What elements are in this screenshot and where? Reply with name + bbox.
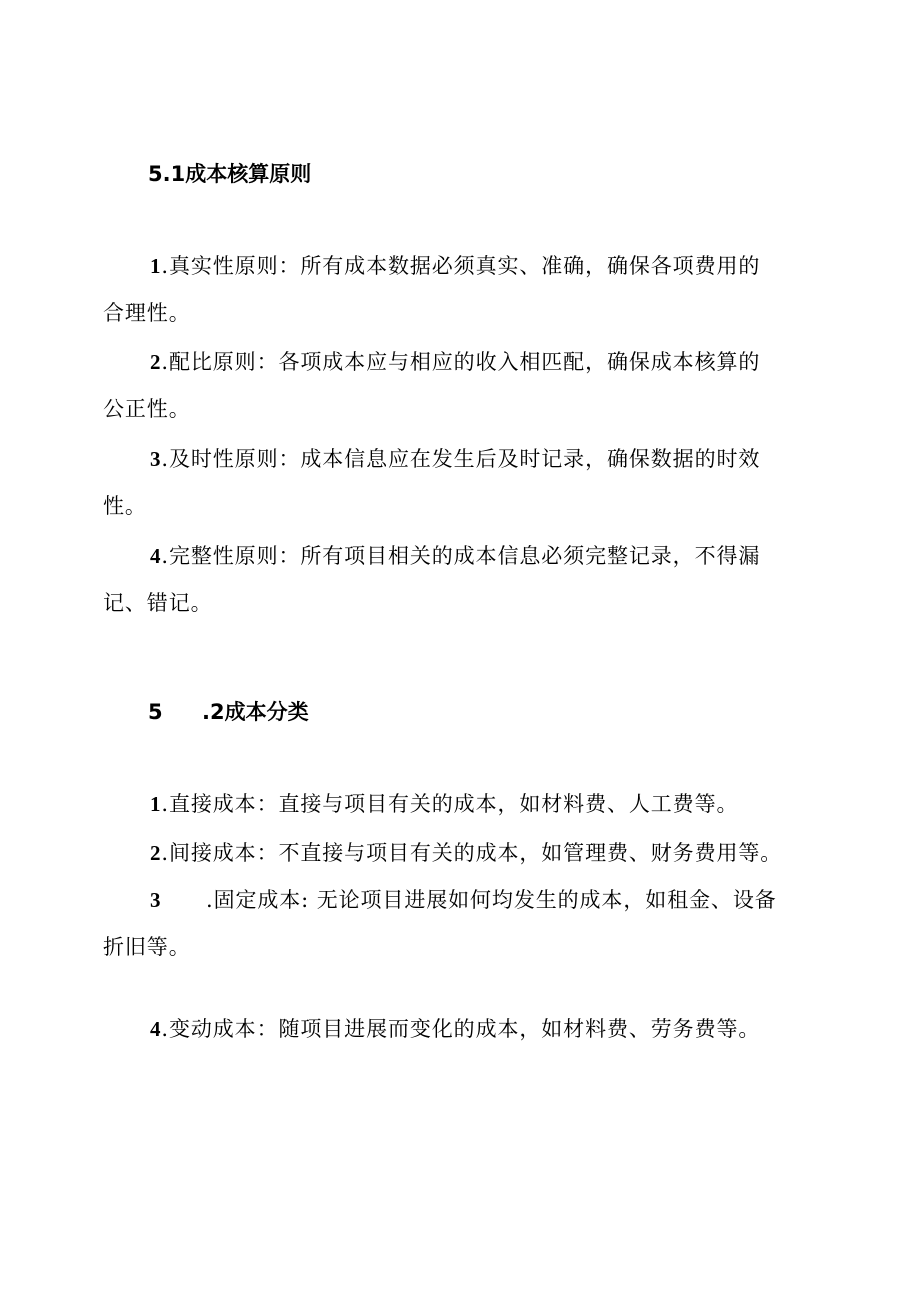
item-number: 1: [150, 254, 162, 278]
principle-item-authenticity: [103, 243, 823, 337]
item-number: 4: [150, 544, 162, 568]
cost-type-variable: [103, 1006, 823, 1053]
item-text: .完整性原则：所有项目相关的成本信息必须完整记录，不得漏: [161, 544, 761, 568]
item-text: .间接成本：不直接与项目有关的成本，如管理费、财务费用等。: [161, 841, 783, 865]
item-text-continuation: 性。: [103, 494, 147, 518]
section-heading-5-1: 5.1成本核算原则: [148, 162, 312, 186]
cost-type-direct: [103, 781, 823, 828]
section-number: 5: [148, 700, 163, 724]
item-number: 3: [150, 447, 162, 471]
item-number: 3: [150, 888, 162, 912]
cost-type-indirect: [103, 830, 823, 877]
item-text: .及时性原则：成本信息应在发生后及时记录，确保数据的时效: [161, 447, 761, 471]
item-text: .变动成本：随项目进展而变化的成本，如材料费、劳务费等。: [161, 1017, 761, 1041]
item-text-continuation: 公正性。: [103, 397, 191, 421]
item-text: .直接成本：直接与项目有关的成本，如材料费、人工费等。: [161, 792, 739, 816]
section-heading-5-2: [148, 698, 309, 726]
item-text-continuation: 合理性。: [103, 301, 191, 325]
principle-item-completeness: [103, 533, 823, 627]
item-text: .配比原则：各项成本应与相应的收入相匹配，确保成本核算的: [161, 350, 761, 374]
item-text: .固定成本: 无论项目进展如何均发生的成本，如租金、设备: [206, 888, 777, 912]
item-number: 4: [150, 1017, 162, 1041]
item-text: .真实性原则：所有成本数据必须真实、准确，确保各项费用的: [161, 254, 761, 278]
item-text-continuation: 记、错记。: [103, 591, 213, 615]
item-number: 2: [150, 841, 162, 865]
item-text-continuation: 折旧等。: [103, 935, 191, 959]
item-number: 2: [150, 350, 162, 374]
section-title: .2成本分类: [202, 700, 309, 724]
principle-item-timeliness: [103, 436, 823, 530]
cost-type-fixed: [103, 877, 823, 971]
item-number: 1: [150, 792, 162, 816]
principle-item-matching: [103, 339, 823, 433]
